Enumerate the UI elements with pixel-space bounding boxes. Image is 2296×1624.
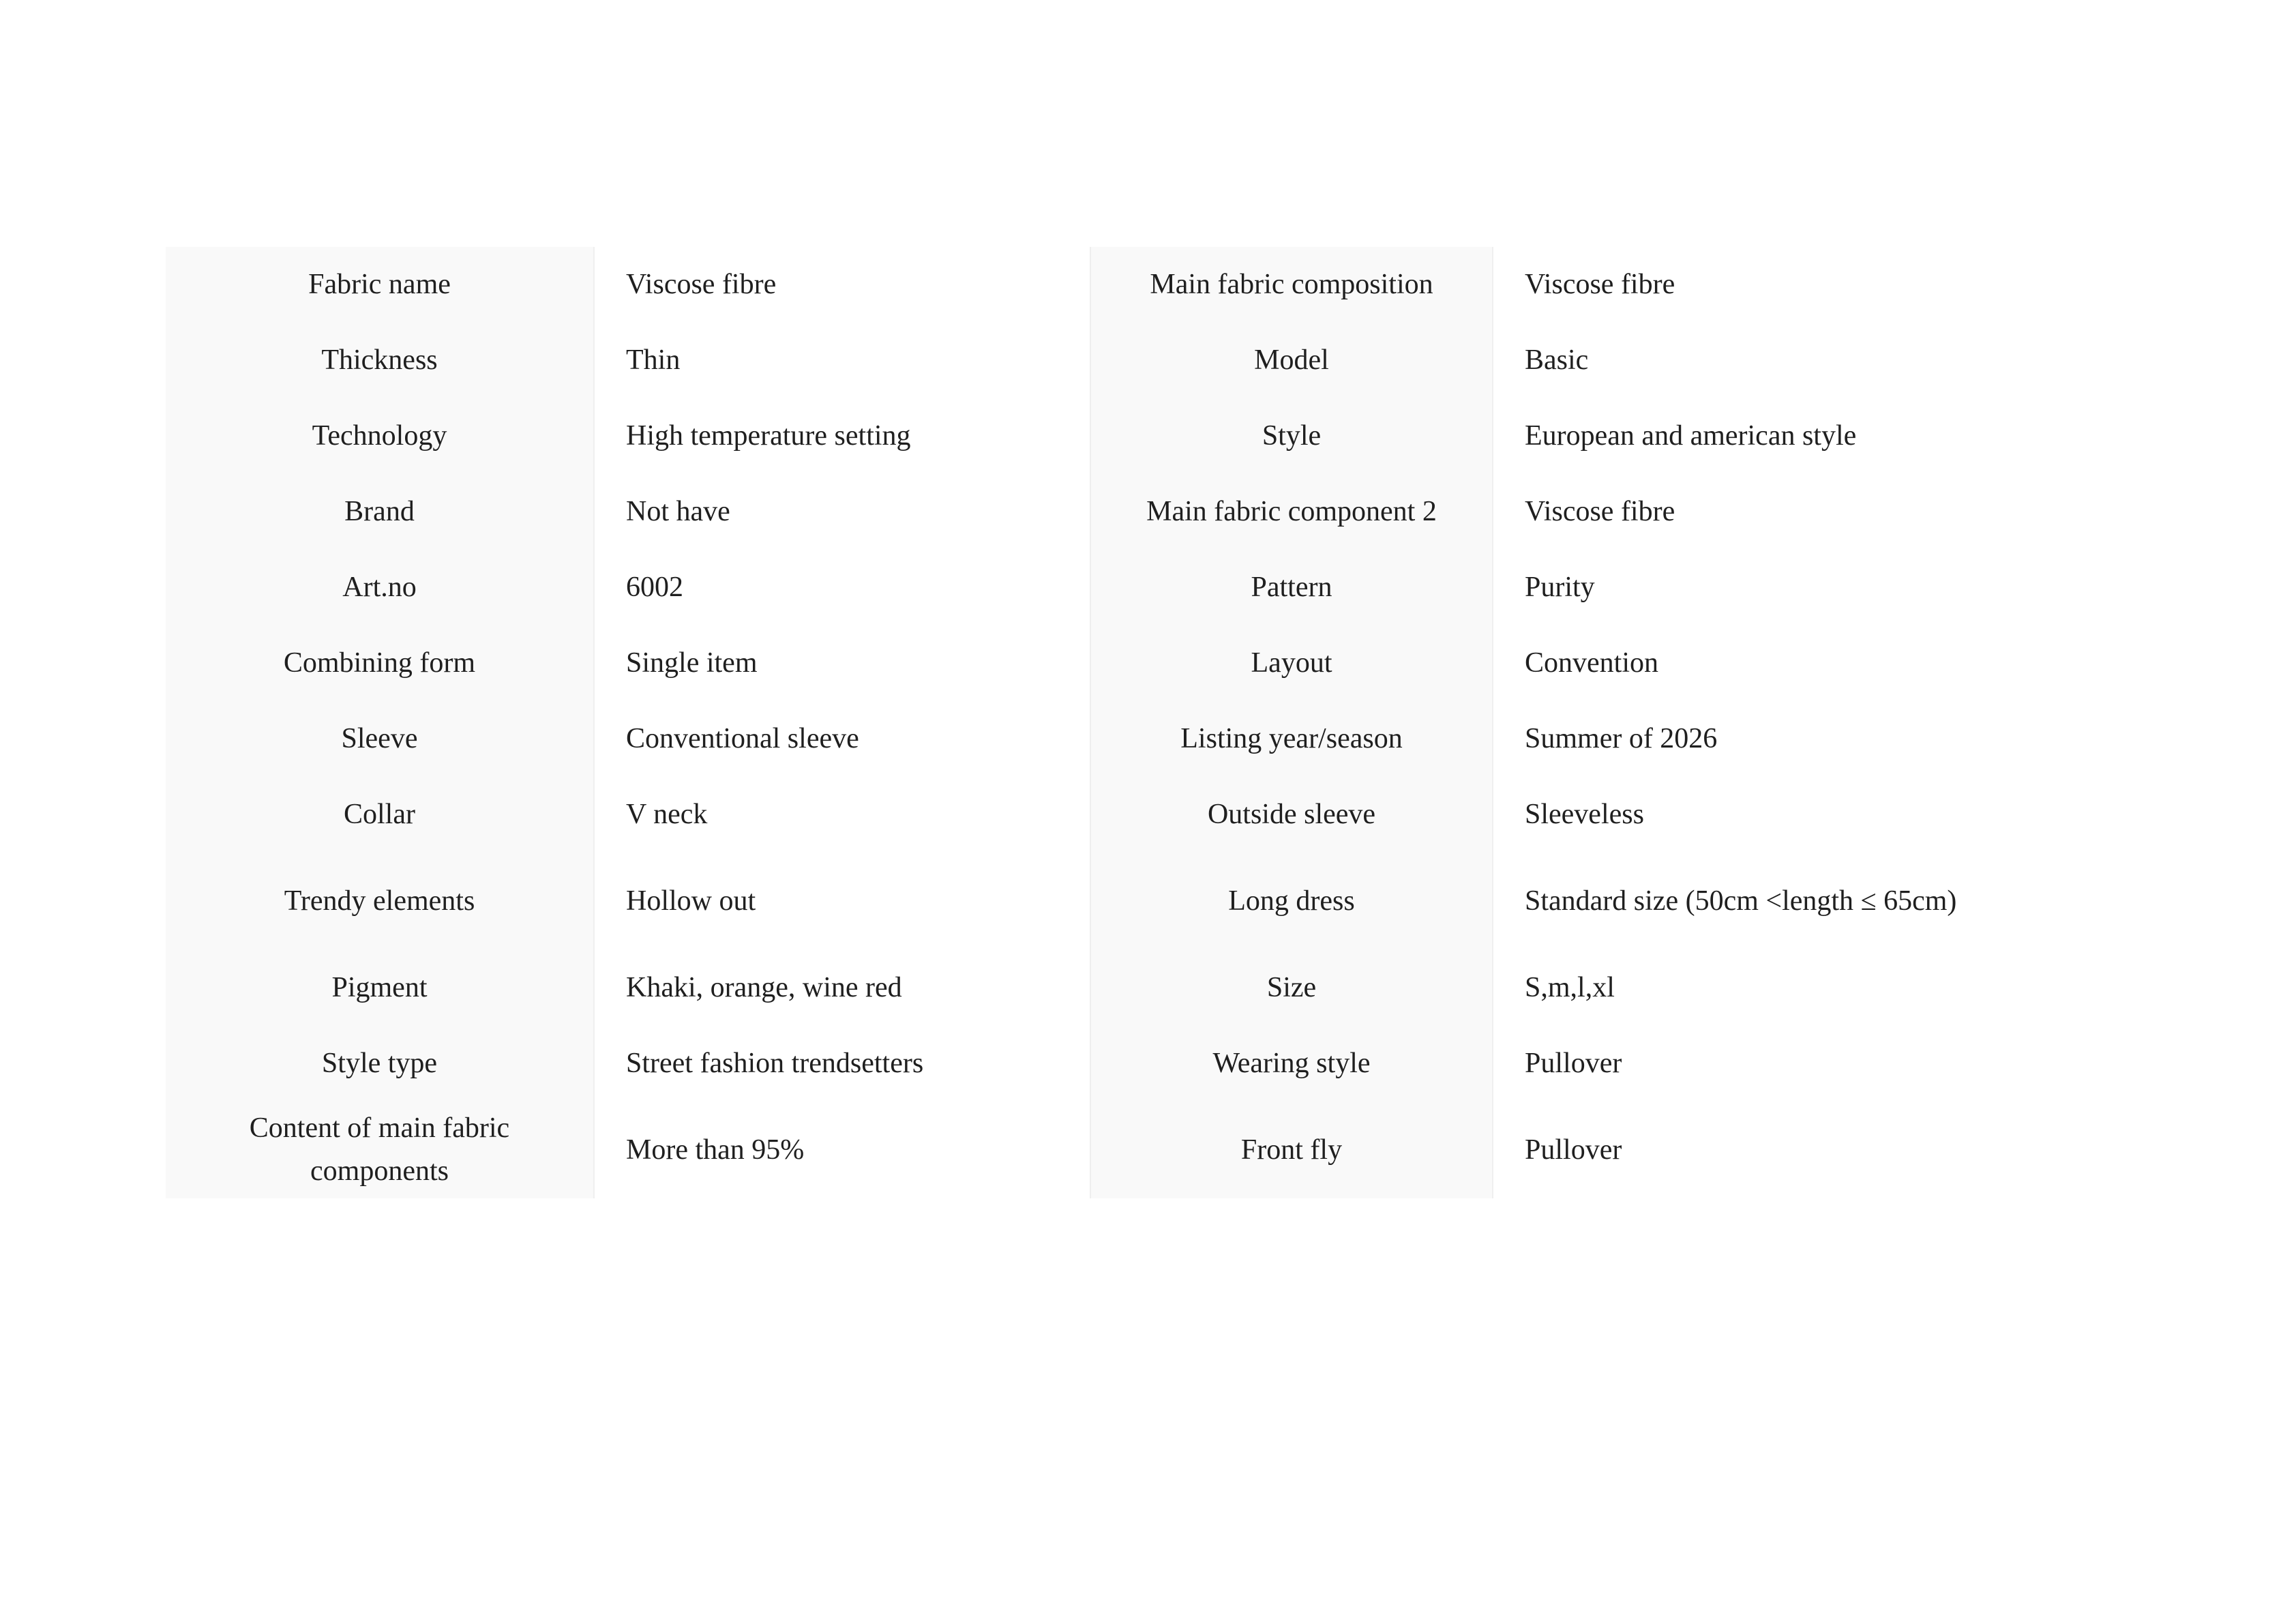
spec-label: Art.no (166, 550, 594, 625)
product-spec-table (166, 247, 2034, 1198)
spec-label: Combining form (166, 625, 594, 701)
spec-label: Outside sleeve (1090, 777, 1493, 853)
spec-label: Pigment (166, 950, 594, 1026)
spec-value: Conventional sleeve (594, 701, 1090, 777)
table-row (166, 1102, 2034, 1198)
spec-value: Sleeveless (1493, 777, 2034, 853)
spec-value: Khaki, orange, wine red (594, 950, 1090, 1026)
spec-value: Viscose fibre (1493, 247, 2034, 323)
table-row (166, 1026, 2034, 1102)
table-row (166, 398, 2034, 474)
spec-label: Wearing style (1090, 1026, 1493, 1102)
spec-label: Fabric name (166, 247, 594, 323)
table-row (166, 550, 2034, 625)
table-row (166, 950, 2034, 1026)
table-row (166, 853, 2034, 950)
spec-label: Style (1090, 398, 1493, 474)
table-row (166, 323, 2034, 398)
table-row (166, 474, 2034, 550)
spec-label: Content of main fabric components (166, 1102, 594, 1198)
spec-value: Viscose fibre (594, 247, 1090, 323)
spec-label: Style type (166, 1026, 594, 1102)
spec-label: Pattern (1090, 550, 1493, 625)
spec-value: Pullover (1493, 1102, 2034, 1198)
spec-value: 6002 (594, 550, 1090, 625)
spec-value: Street fashion trendsetters (594, 1026, 1090, 1102)
spec-label: Model (1090, 323, 1493, 398)
spec-value: High temperature setting (594, 398, 1090, 474)
spec-value: Single item (594, 625, 1090, 701)
spec-value: Basic (1493, 323, 2034, 398)
spec-value: European and american style (1493, 398, 2034, 474)
spec-label: Main fabric component 2 (1090, 474, 1493, 550)
spec-label: Brand (166, 474, 594, 550)
spec-value: Convention (1493, 625, 2034, 701)
spec-value: Thin (594, 323, 1090, 398)
spec-label: Long dress (1090, 853, 1493, 950)
spec-value: Not have (594, 474, 1090, 550)
spec-label: Main fabric composition (1090, 247, 1493, 323)
spec-label: Trendy elements (166, 853, 594, 950)
spec-value: Viscose fibre (1493, 474, 2034, 550)
spec-label: Front fly (1090, 1102, 1493, 1198)
spec-value: Pullover (1493, 1026, 2034, 1102)
table-row (166, 625, 2034, 701)
table-row (166, 701, 2034, 777)
spec-label: Size (1090, 950, 1493, 1026)
spec-label: Sleeve (166, 701, 594, 777)
spec-label: Technology (166, 398, 594, 474)
spec-label: Collar (166, 777, 594, 853)
spec-label: Listing year/season (1090, 701, 1493, 777)
spec-value: Standard size (50cm <length ≤ 65cm) (1493, 853, 2034, 950)
spec-value: Purity (1493, 550, 2034, 625)
spec-label: Thickness (166, 323, 594, 398)
table-row (166, 247, 2034, 323)
table-row (166, 777, 2034, 853)
spec-value: More than 95% (594, 1102, 1090, 1198)
spec-value: Summer of 2026 (1493, 701, 2034, 777)
spec-value: S,m,l,xl (1493, 950, 2034, 1026)
spec-label: Layout (1090, 625, 1493, 701)
spec-value: V neck (594, 777, 1090, 853)
spec-value: Hollow out (594, 853, 1090, 950)
